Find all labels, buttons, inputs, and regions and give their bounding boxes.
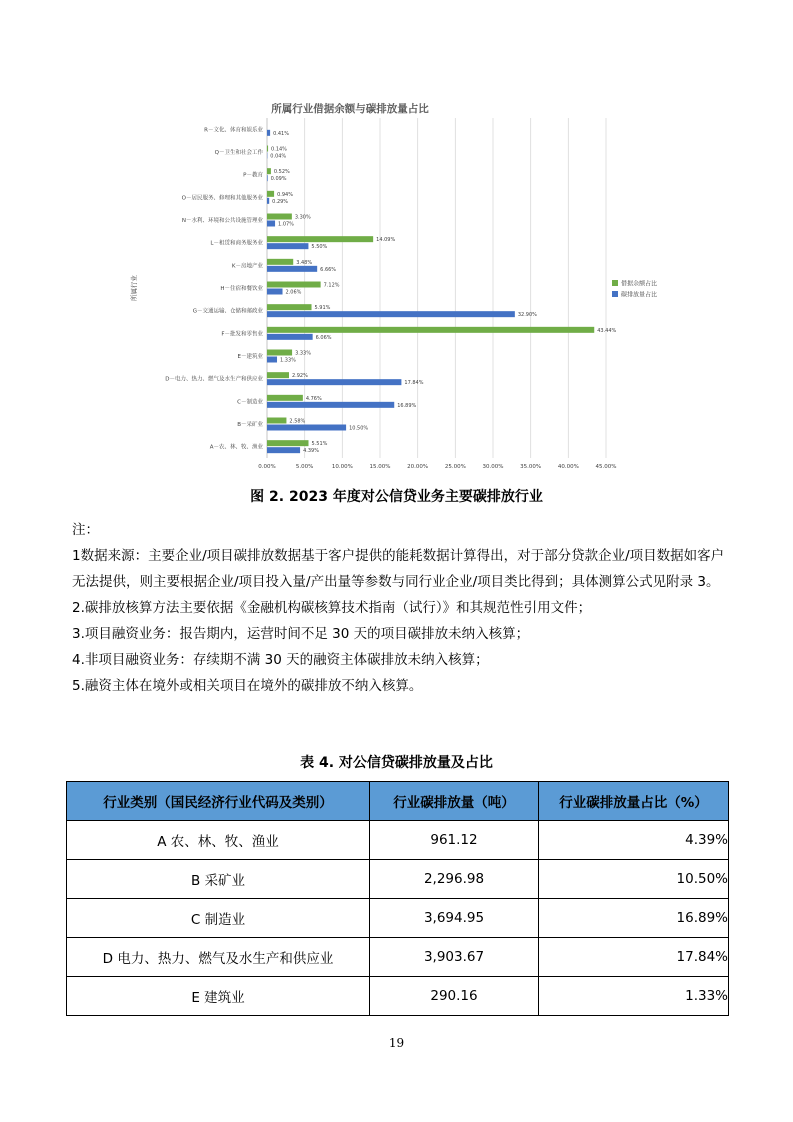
bar-emissions bbox=[267, 425, 346, 431]
y-category-label: D－电力、热力、燃气及水生产和供应业 bbox=[165, 376, 263, 383]
x-tick-label: 0.00% bbox=[258, 464, 276, 470]
cell-emissions: 961.12 bbox=[370, 821, 539, 860]
bar-loan-balance bbox=[267, 395, 303, 401]
bar-loan-balance bbox=[267, 168, 271, 174]
data-label: 10.50% bbox=[349, 425, 369, 432]
bar-loan-balance bbox=[267, 259, 293, 265]
note-item: 1数据来源：主要企业/项目碳排放数据基于客户提供的能耗数据计算得出，对于部分贷款企业/项目数据如客户无法提供，则主要根据企业/项目投入量/产出量等参数与同行业企业/项目类比得到；具体测算公式见附录 3。 bbox=[72, 548, 725, 590]
table-caption: 表 4. 对公信贷碳排放量及占比 bbox=[300, 755, 493, 771]
table-header-row bbox=[67, 782, 729, 821]
bar-emissions bbox=[267, 175, 268, 181]
data-label: 16.89% bbox=[397, 402, 417, 409]
bar-loan-balance bbox=[267, 146, 268, 152]
legend-swatch bbox=[612, 291, 618, 297]
figure-caption: 图 2. 2023 年度对公信贷业务主要碳排放行业 bbox=[250, 489, 543, 505]
y-category-label: L－租赁和商务服务业 bbox=[210, 240, 263, 247]
data-label: 1.07% bbox=[278, 221, 294, 228]
bar-loan-balance bbox=[267, 327, 594, 333]
table-row bbox=[67, 899, 729, 938]
data-label: 7.12% bbox=[323, 282, 340, 289]
bar-emissions bbox=[267, 289, 283, 295]
data-label: 4.39% bbox=[303, 448, 319, 455]
cell-share: 17.84% bbox=[539, 938, 729, 977]
cell-industry: C 制造业 bbox=[67, 899, 370, 938]
data-label: 43.44% bbox=[597, 327, 617, 334]
note-item: 2.碳排放核算方法主要依据《金融机构碳核算技术指南（试行）》和其规范性引用文件； bbox=[72, 600, 592, 616]
x-tick-label: 25.00% bbox=[444, 464, 466, 470]
emissions-bar-chart bbox=[120, 96, 680, 476]
y-category-label: N－水利、环境和公共设施管理业 bbox=[181, 218, 263, 224]
cell-emissions: 3,903.67 bbox=[370, 938, 539, 977]
bar-loan-balance bbox=[267, 350, 292, 356]
y-category-label: P－教育 bbox=[243, 172, 263, 179]
bar-loan-balance bbox=[267, 191, 274, 197]
bar-loan-balance bbox=[267, 418, 286, 424]
header-industry: 行业类别（国民经济行业代码及类别） bbox=[67, 782, 370, 821]
data-label: 1.33% bbox=[280, 357, 296, 364]
table-row bbox=[67, 821, 729, 860]
bar-emissions bbox=[267, 266, 317, 272]
bar-emissions bbox=[267, 198, 269, 204]
cell-emissions: 290.16 bbox=[370, 977, 539, 1016]
bar-emissions bbox=[267, 130, 270, 136]
bar-emissions bbox=[267, 311, 515, 317]
note-item: 3.项目融资业务：报告期内，运营时间不足 30 天的项目碳排放未纳入核算； bbox=[72, 626, 530, 642]
y-category-label: F－批发和零售业 bbox=[221, 331, 263, 338]
y-category-label: E－建筑业 bbox=[237, 354, 263, 360]
data-label: 0.09% bbox=[270, 176, 287, 183]
cell-emissions: 3,694.95 bbox=[370, 899, 539, 938]
data-label: 0.14% bbox=[271, 146, 287, 153]
table-row bbox=[67, 977, 729, 1016]
y-category-label: Q－卫生和社会工作 bbox=[214, 150, 263, 156]
x-tick-label: 40.00% bbox=[557, 464, 579, 470]
page-number: 19 bbox=[388, 1036, 405, 1050]
data-label: 3.30% bbox=[294, 214, 311, 221]
data-label: 2.92% bbox=[291, 373, 308, 380]
data-label: 0.52% bbox=[273, 169, 290, 176]
x-tick-label: 15.00% bbox=[369, 464, 391, 470]
y-axis-label: 所属行业 bbox=[130, 275, 138, 301]
bar-loan-balance bbox=[267, 282, 321, 288]
data-label: 17.84% bbox=[404, 380, 424, 387]
cell-industry: B 采矿业 bbox=[67, 860, 370, 899]
bar-emissions bbox=[267, 243, 308, 249]
x-tick-label: 30.00% bbox=[482, 464, 504, 470]
data-label: 3.48% bbox=[296, 259, 313, 266]
note-item: 5.融资主体在境外或相关项目在境外的碳排放不纳入核算。 bbox=[72, 678, 423, 694]
x-tick-label: 35.00% bbox=[520, 464, 542, 470]
notes-section bbox=[72, 517, 732, 699]
y-category-label: C－制造业 bbox=[237, 399, 263, 406]
table-row bbox=[67, 938, 729, 977]
y-category-label: K－房地产业 bbox=[231, 263, 263, 270]
data-label: 5.50% bbox=[311, 244, 328, 251]
data-label: 14.09% bbox=[376, 237, 396, 244]
data-label: 0.04% bbox=[270, 153, 287, 160]
data-label: 5.91% bbox=[314, 305, 331, 312]
notes-heading: 注： bbox=[72, 522, 99, 538]
data-label: 0.41% bbox=[273, 130, 289, 137]
chart-svg bbox=[120, 96, 680, 476]
cell-share: 16.89% bbox=[539, 899, 729, 938]
bar-emissions bbox=[267, 357, 277, 363]
data-label: 6.06% bbox=[315, 334, 332, 341]
header-emissions: 行业碳排放量（吨） bbox=[370, 782, 539, 821]
data-label: 4.76% bbox=[305, 395, 322, 402]
y-category-label: H－住宿和餐饮业 bbox=[220, 286, 263, 292]
cell-emissions: 2,296.98 bbox=[370, 860, 539, 899]
bar-loan-balance bbox=[267, 440, 309, 446]
legend-swatch bbox=[612, 280, 618, 286]
data-label: 0.29% bbox=[272, 198, 289, 205]
data-label: 2.58% bbox=[289, 418, 306, 425]
bar-loan-balance bbox=[267, 236, 373, 242]
data-label: 2.06% bbox=[285, 289, 302, 296]
y-category-label: O－居民服务、修理和其他服务业 bbox=[181, 195, 263, 202]
x-tick-label: 5.00% bbox=[295, 464, 314, 470]
y-category-label: B－采矿业 bbox=[237, 422, 263, 428]
cell-share: 1.33% bbox=[539, 977, 729, 1016]
legend-label: 碳排放量占比 bbox=[621, 291, 658, 299]
header-share: 行业碳排放量占比（%） bbox=[539, 782, 729, 821]
cell-share: 10.50% bbox=[539, 860, 729, 899]
cell-share: 4.39% bbox=[539, 821, 729, 860]
data-label: 0.94% bbox=[277, 191, 293, 198]
bar-loan-balance bbox=[267, 214, 292, 220]
bar-emissions bbox=[267, 379, 401, 385]
bar-loan-balance bbox=[267, 304, 312, 310]
cell-industry: A 农、林、牧、渔业 bbox=[67, 821, 370, 860]
y-category-label: G－交通运输、仓储和邮政业 bbox=[192, 308, 263, 315]
bar-emissions bbox=[267, 221, 275, 227]
x-tick-label: 45.00% bbox=[595, 464, 617, 470]
bar-loan-balance bbox=[267, 372, 289, 378]
bar-emissions bbox=[267, 402, 394, 408]
y-category-label: R－文化、体育和娱乐业 bbox=[204, 127, 263, 134]
data-label: 32.90% bbox=[517, 312, 537, 319]
cell-industry: E 建筑业 bbox=[67, 977, 370, 1016]
chart-title: 所属行业借据余额与碳排放量占比 bbox=[271, 103, 429, 115]
x-tick-label: 10.00% bbox=[331, 464, 353, 470]
x-tick-label: 20.00% bbox=[407, 464, 429, 470]
data-label: 6.66% bbox=[320, 266, 337, 273]
note-item: 4.非项目融资业务：存续期不满 30 天的融资主体碳排放未纳入核算； bbox=[72, 652, 489, 668]
cell-industry: D 电力、热力、燃气及水生产和供应业 bbox=[67, 938, 370, 977]
data-label: 3.33% bbox=[295, 350, 311, 357]
bar-emissions bbox=[267, 334, 313, 340]
data-label: 5.51% bbox=[311, 441, 328, 448]
emissions-table bbox=[66, 781, 729, 1016]
y-category-label: A－农、林、牧、渔业 bbox=[209, 444, 263, 451]
table-row bbox=[67, 860, 729, 899]
bar-emissions bbox=[267, 447, 300, 453]
legend-label: 借据余额占比 bbox=[621, 280, 658, 288]
